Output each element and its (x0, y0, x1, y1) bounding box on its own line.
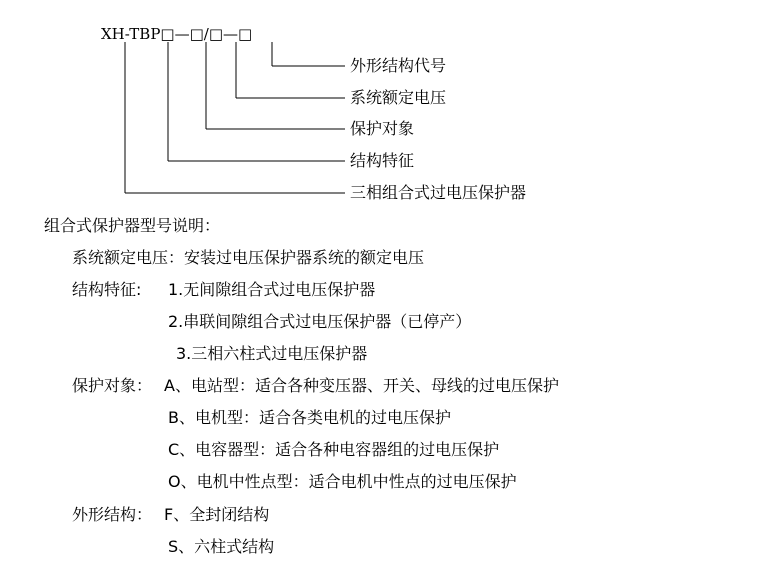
structure-feature-item: 3.三相六柱式过电压保护器 (176, 344, 368, 363)
label-structure-feature: 结构特征 (350, 151, 415, 170)
protected-objects-label: 保护对象： (72, 376, 153, 395)
label-protected-object: 保护对象 (350, 119, 415, 138)
protected-object-item: C、电容器型：适合各种电容器组的过电压保护 (168, 440, 500, 459)
outer-structure-label: 外形结构： (72, 505, 153, 524)
protected-object-item: O、电机中性点型：适合电机中性点的过电压保护 (168, 472, 517, 491)
label-outer-structure-code: 外形结构代号 (350, 56, 447, 75)
rated-voltage-description: 系统额定电压：安装过电压保护器系统的额定电压 (72, 248, 425, 267)
explanation-heading: 组合式保护器型号说明： (44, 216, 221, 235)
protected-object-item: A、电站型：适合各种变压器、开关、母线的过电压保护 (164, 376, 559, 395)
model-code: XH-TBP□—□/□—□ (101, 25, 253, 43)
protected-object-item: B、电机型：适合各类电机的过电压保护 (168, 408, 451, 427)
outer-structure-item: F、全封闭结构 (164, 505, 270, 524)
label-product-name: 三相组合式过电压保护器 (350, 183, 527, 202)
label-rated-voltage: 系统额定电压 (350, 88, 447, 107)
structure-feature-item: 1.无间隙组合式过电压保护器 (168, 280, 376, 299)
outer-structure-item: S、六柱式结构 (168, 537, 275, 556)
structure-features-label: 结构特征: (72, 280, 142, 299)
structure-feature-item: 2.串联间隙组合式过电压保护器（已停产） (168, 312, 472, 331)
